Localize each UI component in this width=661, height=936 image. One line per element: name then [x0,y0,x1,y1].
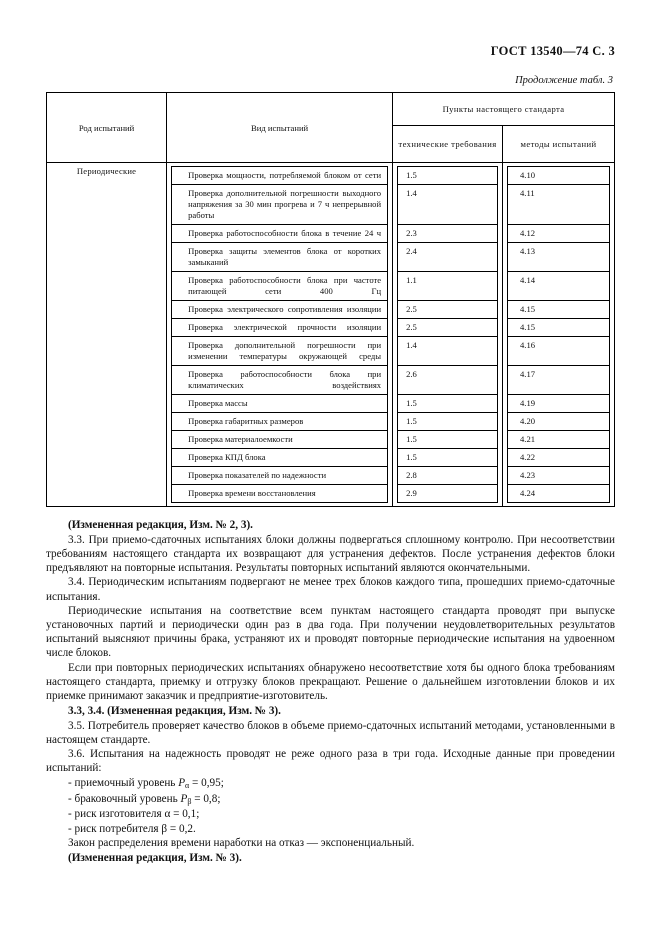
requirement-clause: 1.4 [398,337,498,366]
requirement-clause: 2.4 [398,243,498,272]
table-row [172,449,388,467]
table-row [398,272,498,301]
requirement-clause: 2.8 [398,467,498,485]
paragraph-distribution-law: Закон распределения времени наработки на отказ — экспоненциальный. [68,837,415,850]
table-row [172,395,388,413]
method-clause: 4.15 [508,301,610,319]
test-type-text: Проверка мощности, потребляемой блоком от сети [172,167,388,185]
test-type-text: Проверка защиты элементов блока от коротких замыканий [172,243,388,272]
test-type-text: Проверка габаритных размеров [172,413,388,431]
header-cell-test-kind: Род испытаний [47,93,167,163]
table-row [508,485,610,503]
table-row [508,272,610,301]
requirement-clause: 1.5 [398,413,498,431]
paragraph-3-4: 3.4. Периодическим испытаниям подвергают не менее трех блоков каждого типа, прошедших приемо-сдаточные испытания. [46,576,615,603]
test-types-list [171,166,388,503]
note-revision-3: (Измененная редакция, Изм. № 3). [68,851,242,864]
bullet-acceptance-level: - приемочный уровень $P_\alpha = 0,95$; [68,776,224,790]
table-row [508,185,610,225]
cell-methods [503,163,615,507]
table-row [172,272,388,301]
table-row [398,449,498,467]
note-revision-2: 3.3, 3.4. (Измененная редакция, Изм. № 3). [68,704,281,717]
table-row [508,167,610,185]
test-type-text: Проверка показателей по надежности [172,467,388,485]
table-row [398,319,498,337]
header-cell-standard-clauses: Пункты настоящего стандарта [393,93,615,126]
test-type-text: Проверка работоспособности блока при частоте питающей сети 400 Гц [172,272,388,301]
method-clause: 4.17 [508,366,610,395]
table-row [508,301,610,319]
table-header-row-1 [47,93,615,126]
table-row [398,185,498,225]
table-row [398,485,498,503]
method-clause: 4.22 [508,449,610,467]
requirements-list [397,166,498,503]
row-label-periodic: Периодические [47,163,167,507]
table-row [398,225,498,243]
table-row [508,319,610,337]
test-type-text: Проверка электрической прочности изоляции [172,319,388,337]
test-type-text: Проверка работоспособности блока при климатических воздействиях [172,366,388,395]
header-cell-test-type: Вид испытаний [167,93,393,163]
table-row [398,301,498,319]
body-text [46,518,615,865]
table-row [508,366,610,395]
page-header: ГОСТ 13540—74 С. 3 [490,44,615,58]
requirement-clause: 1.1 [398,272,498,301]
method-clause: 4.24 [508,485,610,503]
test-type-text: Проверка работоспособности блока в течение 24 ч [172,225,388,243]
method-clause: 4.15 [508,319,610,337]
table-row [508,337,610,366]
test-type-text: Проверка дополнительной погрешности при изменении температуры окружающей среды [172,337,388,366]
table-row [172,431,388,449]
requirement-clause: 1.5 [398,167,498,185]
methods-list [507,166,610,503]
table-row [398,243,498,272]
requirement-clause: 2.5 [398,319,498,337]
header-cell-technical-requirements: технические требования [393,126,503,163]
table-row [398,395,498,413]
test-type-text: Проверка материалоемкости [172,431,388,449]
method-clause: 4.14 [508,272,610,301]
cell-requirements [393,163,503,507]
method-clause: 4.10 [508,167,610,185]
table-row [508,243,610,272]
table-row [172,337,388,366]
test-type-text: Проверка КПД блока [172,449,388,467]
note-revision-1: (Измененная редакция, Изм. № 2, 3). [68,519,253,531]
method-clause: 4.13 [508,243,610,272]
table-body-row [47,163,615,507]
table-row [398,337,498,366]
method-clause: 4.19 [508,395,610,413]
cell-test-types [167,163,393,507]
table-row [398,431,498,449]
method-clause: 4.23 [508,467,610,485]
table-row [508,413,610,431]
requirement-clause: 1.4 [398,185,498,225]
table-row [172,225,388,243]
table-row [172,319,388,337]
table-row [172,243,388,272]
table-row [508,449,610,467]
table-row [398,366,498,395]
requirement-clause: 1.5 [398,431,498,449]
requirement-clause: 2.5 [398,301,498,319]
table-row [172,413,388,431]
paragraph-3-6: 3.6. Испытания на надежность проводят не реже одного раза в три года. Исходные данные при проведении испытаний: [46,748,615,775]
test-type-text: Проверка массы [172,395,388,413]
table-row [172,366,388,395]
test-type-text: Проверка электрического сопротивления изоляции [172,301,388,319]
table-row [508,225,610,243]
test-type-text: Проверка дополнительной погрешности выходного напряжения за 30 мин прогрева и 7 ч непрерывной работы [172,185,388,225]
method-clause: 4.11 [508,185,610,225]
requirement-clause: 1.5 [398,449,498,467]
table-row [172,185,388,225]
table-row [398,167,498,185]
test-types-table [46,92,615,507]
requirement-clause: 1.5 [398,395,498,413]
test-type-text: Проверка времени восстановления [172,485,388,503]
method-clause: 4.21 [508,431,610,449]
table-row [398,467,498,485]
table-row [172,167,388,185]
method-clause: 4.12 [508,225,610,243]
method-clause: 4.16 [508,337,610,366]
paragraph-3-4-b: Периодические испытания на соответствие всем пунктам настоящего стандарта проводят при выпуске установочных партий и периодически один раз в два года. При получении неудовлетворительных результатов испытаний выясняют причины брака, устраняют их и проводят повторные периодические испытания на удвоенном числе блоков. [46,605,615,660]
paragraph-3-4-c: Если при повторных периодических испытаниях обнаружено несоответствие хотя бы одного блока требованиям настоящего стандарта, приемку и отгрузку блоков прекращают. Решение о дальнейшем изготовлении блоков и их приемке принимают заказчик и предприятие-изготовитель. [46,662,615,703]
method-clause: 4.20 [508,413,610,431]
paragraph-3-3: 3.3. При приемо-сдаточных испытаниях блоки должны подвергаться сплошному контролю. При несоответствии требованиям настоящего стандарта их возвращают для устранения дефектов. После устранения дефектов блоки предъявляют на повторные испытания. Результаты повторных испытаний являются окончательными. [46,533,615,574]
bullet-manufacturer-risk: - риск изготовителя α = 0,1; [68,808,200,821]
bullet-rejection-level: - браковочный уровень $P_\beta = 0,8$; [68,792,221,806]
table-row [398,413,498,431]
table-row [508,395,610,413]
table-row [172,301,388,319]
requirement-clause: 2.6 [398,366,498,395]
requirement-clause: 2.3 [398,225,498,243]
table-row [508,467,610,485]
table-row [508,431,610,449]
paragraph-3-5: 3.5. Потребитель проверяет качество блоков в объеме приемо-сдаточных испытаний методами, установленными в настоящем стандарте. [46,719,615,746]
bullet-consumer-risk: - риск потребителя β = 0,2. [68,822,196,835]
table-row [172,485,388,503]
requirement-clause: 2.9 [398,485,498,503]
header-cell-test-methods: методы испытаний [503,126,615,163]
table-continuation-label: Продолжение табл. 3 [515,75,613,86]
table-row [172,467,388,485]
